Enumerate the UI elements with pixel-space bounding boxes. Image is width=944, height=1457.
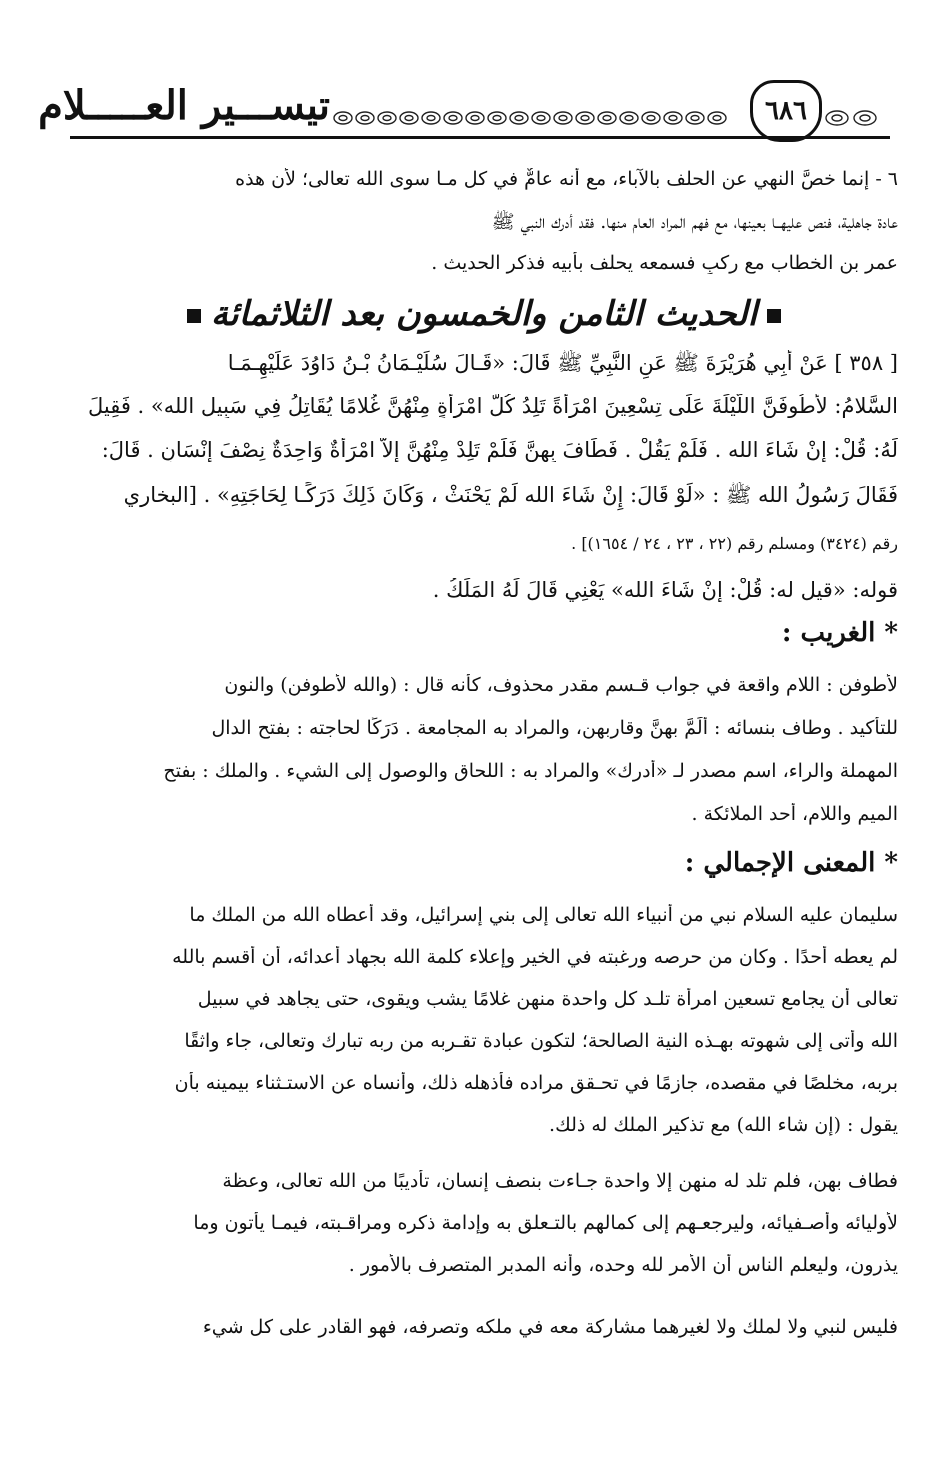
- source-citation: رقم (٣٤٢٤) ومسلم رقم (٢٢ ، ٢٣ ، ٢٤ / ١٦٥٤)] .: [571, 534, 898, 553]
- text-line: فليس لنبي ولا لملك ولا لغيرهما مشاركة معه في ملكه وتصرفه، فهو القادر على كل شيء: [202, 1316, 898, 1338]
- ornament-pair: [822, 108, 882, 128]
- text-line: لأطوفن : اللام واقعة في جواب قـسم مقدر محذوف، كأنه قال : (والله لأطوفن) والنون: [224, 674, 898, 696]
- gharib-heading: * الغريب :: [781, 618, 898, 648]
- text-line: ٦ - إنما خصَّ النهي عن الحلف بالآباء، مع أنه عامٌّ في كل مـا سوى الله تعالى؛ لأن هذه: [235, 168, 898, 190]
- text-line: فطاف بهن، فلم تلد له منهن إلا واحدة جـاءت بنصف إنسان، تأديبًا من الله تعالى، وعظة: [222, 1170, 898, 1192]
- text-line: الله وأتى إلى شهوته بهـذه النية الصالحة؛ لتكون عبادة تقـربه من ربه تبارك وتعالى، جاء واثقًا: [184, 1030, 898, 1052]
- square-bullet-icon: [187, 309, 201, 323]
- text-line: لأوليائه وأصـفيائه، وليرجعـهم إلى كمالهم بالتـعلق به وإدامة ذكره ومراقـبته، فيمـا يأتون وما: [193, 1212, 898, 1234]
- text-line: للتأكيد . وطاف بنسائه : أَلَمَّ بهنَّ وقاربهن، والمراد به المجامعة . دَرَكًا لحاجته : بفتح الدال: [211, 717, 898, 739]
- hadith-heading: [70, 294, 898, 334]
- text-line: فَقَالَ رَسُولُ الله ﷺ : «لَوْ قَالَ: إِنْ شَاءَ الله لَمْ يَحْنَثْ ، وَكَانَ ذَلِكَ دَرَكًـا لِحَاجَتِهِ» . [البخاري: [123, 483, 898, 507]
- text-line: الميم واللام، أحد الملائكة .: [691, 803, 898, 825]
- text-line: قوله: «قيل له: قُلْ: إِنْ شَاءَ الله» يَعْنِي قَالَ لَهُ المَلَكُ .: [432, 578, 898, 602]
- text-line: [ ٣٥٨ ] عَنْ أَبِي هُرَيْرَةَ ﷺ عَنِ النَّبِيِّ ﷺ قَالَ: «قَـالَ سُلَيْـمَانُ بْـنُ دَاوُدَ عَلَيْهِـمَـا: [227, 351, 898, 375]
- text-line: يقول : (إن شاء الله) مع تذكير الملك له ذلك.: [549, 1114, 898, 1136]
- header-rule: [70, 136, 890, 139]
- text-line: لَهُ: قُلْ: إِنْ شَاءَ الله . فَلَمْ يَقُلْ . فَطَافَ بِهِنَّ فَلَمْ تَلِدْ مِنْهُنَّ إِلاَّ امْرَأَةٌ وَاحِدَةٌ نِصْفَ إِنْسَانٍ . قَالَ:: [101, 438, 898, 462]
- meaning-heading: * المعنى الإجمالي :: [684, 848, 898, 878]
- text-line: تعالى أن يجامع تسعين امرأة تلـد كل واحدة منهن غلامًا يشب ويقوى، حتى يجاهد في سبيل: [197, 988, 898, 1010]
- text-line: المهملة والراء، اسم مصدر لـ «أدرك» والمراد به : اللحاق والوصول إلى الشيء . والملك : بفتح: [163, 760, 898, 782]
- page-number: ٦٨٦: [765, 96, 807, 126]
- text-line: سليمان عليه السلام نبي من أنبياء الله تعالى إلى بني إسرائيل، وقد أعطاه الله من الملك ما: [189, 904, 898, 926]
- ornament-row: [332, 108, 730, 128]
- page-number-frame: [750, 80, 822, 142]
- text-line: عادة جاهلية، فنص عليهــا بعينها، مع فهم المراد العام منها. فقد أدرك النبي ﷺ: [491, 211, 898, 233]
- text-line: بربه، مخلصًا في مقصده، جازمًا في تحـقق مراده فأذهله ذلك، وأنساه عن الاستـثناء بيمينه بأن: [174, 1072, 898, 1094]
- text-line: لم يعطه أحدًا . وكان من حرصه ورغبته في الخير وإعلاء كلمة الله بجهاد أعدائه، أن أقسم بالله: [172, 946, 898, 968]
- hadith-heading-text: الحديث الثامن والخمسون بعد الثلاثمائة: [210, 294, 758, 334]
- page-header: [38, 70, 890, 140]
- text-line: يذرون، وليعلم الناس أن الأمر لله وحده، وأنه المدبر المتصرف بالأمور .: [348, 1254, 898, 1276]
- text-line: السَّلامُ: لأَطُوفَنَّ اللَّيْلَةَ عَلَى تِسْعِينَ امْرَأَةً تَلِدُ كُلُّ امْرَأَةٍ مِنْهُنَّ غُلامًا يُقَاتِلُ فِي سَبِيلِ الله» . فَقِيلَ: [87, 394, 898, 418]
- square-bullet-icon: [767, 309, 781, 323]
- text-line: عمر بن الخطاب مع ركبٍ فسمعه يحلف بأبيه فذكر الحديث .: [431, 252, 898, 274]
- book-title: تيســـير العـــــلام: [38, 82, 330, 129]
